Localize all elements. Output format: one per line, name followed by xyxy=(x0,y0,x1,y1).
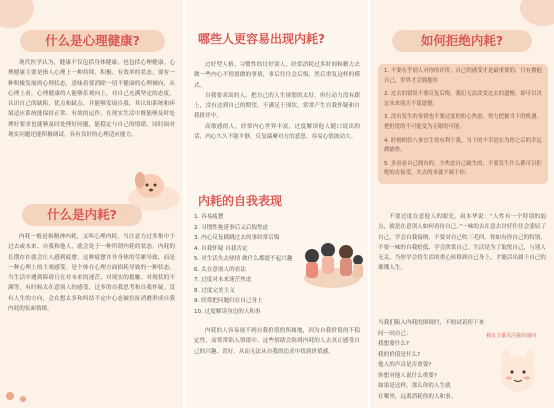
list-item: 6. 太在意别人的看法 xyxy=(194,266,246,273)
section-title-2: 什么是内耗? xyxy=(22,204,142,226)
list-item: 问一问自己： xyxy=(378,330,412,337)
list-item: 9. 经常把问题归在自己身上 xyxy=(194,298,263,304)
list-item: 当我们陷入内耗的困境时，不妨试着停下来 xyxy=(378,320,485,326)
reflection-questions xyxy=(378,318,484,402)
list-item: 2. 习惯性拖延事后又后悔焦虑 xyxy=(194,224,269,231)
panel-reject-exhaustion xyxy=(370,0,554,408)
decorative-blob xyxy=(520,0,554,26)
decorative-blob xyxy=(0,0,34,28)
list-item: 5. 对生活失去热情 做什么都提不起兴趣 xyxy=(194,256,293,262)
paragraph-high-sensitivity: 高敏感的人。经常内心世界丰富，过度解读他人随口说出的话，内心久久不能平静，反复揣摩对方的意思，容易心情波动大。 xyxy=(194,123,360,141)
section-paragraph-2 xyxy=(8,232,175,314)
list-item: 7. 过度对未来迷茫焦虑 xyxy=(194,277,252,283)
paragraph-people-pleaser: 过好型人格。习惯性的讨好别人，经常消耗过多时间和精力去做一些内心不情愿做的事情，事后往往会后悔，然后重复这样的模式。 xyxy=(194,62,360,89)
paragraph-text: 不要过度在意他人的眼光，叔本华说：“人性有一个特别的弱点，就是在意别人如何看待自己。”一味的去在意去讨好往往会委屈了自己，学会自我接纳，不要对自己吹三毛四，你如有你自己的特别，不要一味的自我贬低，学会欣赏自己。生活是为了取悦自己，与别人无关，当你学会将生活的重心转移到自己身上，才能活出属于自己的璀璨人生。 xyxy=(378,214,546,272)
section-title: 哪些人更容易出现内耗? xyxy=(198,32,325,46)
list-item: 1. 容易疲惫 xyxy=(194,214,224,220)
speech-bubble-text: 我有力量关注我的请问 xyxy=(485,333,536,339)
paragraph-text: 内耗一般是指精神内耗，又叫心理内耗。当注意力过多集中于过去或未来、自我和他人，就会处于一种所谓内耗的状态。内耗的长期存在就会让人感到疲惫。这种疲惫并非身体的劳累导致，而是一种心理上的主观感受。是个体在心理方面损耗导致的一种状态。当生活中遇到障碍且在对未来的迷茫、对现实的抵触、对现状的不满等。有时候太在意别人的感受，过多的自我思考和自我怀疑。没有人生的方向，会在想太多和纠结不定中心态被拉扯消磨形成自我内耗的负面情绪。 xyxy=(8,234,175,313)
decorative-dot xyxy=(6,392,14,400)
list-item: 8. 过度完美主义 xyxy=(194,287,235,294)
section-paragraph xyxy=(8,58,175,140)
character-illustration-icon xyxy=(488,344,548,400)
panel-mental-health xyxy=(0,0,183,408)
symptom-list xyxy=(194,212,292,317)
decorative-dot xyxy=(20,396,26,402)
tip-item: 3. 没有发生的事情也不要过度的担心焦虑，努力把握当下的机遇，把担忧的不可能变为无限的可能。 xyxy=(384,114,542,130)
section-title: 如何拒绝内耗? xyxy=(392,30,532,52)
section-paragraph-2 xyxy=(194,326,360,357)
group-people-illustration-icon xyxy=(298,236,366,296)
tip-item: 2. 过去的错误不要反复后悔，我们无法改变过去的遗憾，却可以决定未来能否不留遗憾。 xyxy=(384,91,542,107)
paragraph-text: 内耗的人容易视不到自我价值的所属地，因为自我价值的不稳定性，而常常陷入情绪中。这些情绪会阻碍内耗的人去真正感受自己的兴趣、喜好，从而无法从自我的追求中找到价值感。 xyxy=(194,328,360,355)
list-item: 如果是这样，那么你的人生就 xyxy=(378,383,451,389)
list-item: 你想对他人说什么重要? xyxy=(378,372,437,379)
list-item: 他人的声音是否重要? xyxy=(378,362,432,368)
tip-item: 5. 多看看自己拥有的，少焦虑自己缺失的，不要发生什么都可以拒绝的去接受，失去的本就不属于你。 xyxy=(384,160,542,177)
tip-item: 1. 不要在乎别人对你的评价，自己的感受才是最重要的，只有拥抱自己，世界才会拥抱你 xyxy=(384,68,542,84)
section-paragraph xyxy=(378,212,546,274)
list-item: 4. 自我怀疑 自我否定 xyxy=(194,245,248,252)
list-item: 在哪里，远离消耗你的人和事。 xyxy=(378,393,457,400)
list-item: 3. 内心反复横跳过去的事经常后悔 xyxy=(194,235,280,241)
section-title: 什么是心理健康? xyxy=(20,30,165,52)
tips-box xyxy=(378,64,548,184)
paragraph-text: 现代医学认为，健康不仅包括身体健康，也包括心理健康。心理健康主要是指人心理上一种持续、积极、有效率的状态。要有一种积极发展的心理状态，意味着要消除一切不健康的心理倾向，从心理上看，心理健康的人能够乐观向上，对自己充满坚定的态度，认识自己的缺陷，优点和缺点，并能够发展自我。其认知系统和环境适应系统能保持正常、有效的运作。在现实生活中既能够及时处理好要求也能够及时处理好问题，能稳定与自己的情绪，同时面对现实问题还能积极调试，具有良好的心理适应能力。 xyxy=(8,60,175,139)
list-item: 我想要什么? xyxy=(378,341,409,347)
paragraph-high-standards: 自我要求高的人。把自己的人生规划的太好，但行动力没有跟上，没有达到自己的期望，不满足于现状，常常产生自我怀疑和自我批评中。 xyxy=(194,92,360,120)
section-paragraph xyxy=(194,60,360,142)
panel-who-prone xyxy=(186,0,368,408)
list-item: 我的价值是什么? xyxy=(378,351,421,358)
list-item: 10. 过度解读身边的人和事 xyxy=(194,308,261,315)
section-title-2: 内耗的自我表现 xyxy=(198,194,283,208)
tip-item: 4. 时刻相信八事宜生皆有利于我，当下的不幸是在为你之后的幸运做铺垫。 xyxy=(384,137,542,154)
